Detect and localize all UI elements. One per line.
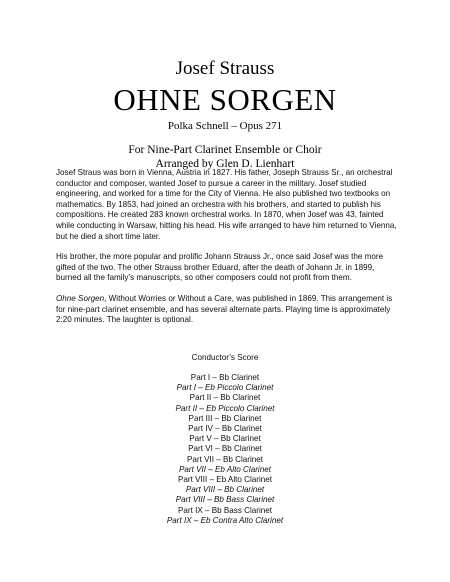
part-list-item: Part II – Bb Clarinet — [189, 393, 261, 403]
notes-paragraph-3 — [56, 294, 401, 326]
notes-paragraph-1: Josef Straus was born in Vienna, Austria in 1827. His father, Joseph Strauss Sr., an orchestral conductor and composer, wanted Josef to pursue a career in the military. Josef studied engineering, and worked for a time for the City of Vienna. He also published two textbooks on mathematics. By 1853, had joined an orchestra with his brothers, and started to publish his compositions. He created 283 known orchestral works. In 1870, when Josef was 43, fainted while conducting in Warsaw, hitting his head. His wife arranged to have him returned to Vienna, but he died a short time later. — [56, 168, 397, 241]
conductors-score-heading: Conductor’s Score — [191, 353, 259, 362]
part-list-item: Part II – Eb Piccolo Clarinet — [175, 403, 275, 413]
part-list-item: Part I – Bb Clarinet — [190, 373, 260, 382]
program-notes — [56, 168, 401, 336]
instrumentation-line: For Nine-Part Clarinet Ensemble or Choir — [128, 144, 322, 156]
notes-paragraph-3-text: , Without Worries or Without a Care, was published in 1869. This arrangement is for nine-part clarinet ensemble, and has several alternate parts. Playing time is approximately 2:20 minutes. The laughter is optional. — [56, 293, 393, 325]
part-list-item: Part IX – Bb Bass Clarinet — [177, 505, 273, 515]
part-list-item: Part VII – Eb Alto Clarinet — [179, 464, 271, 474]
piece-subtitle: Polka Schnell – Opus 271 — [167, 120, 283, 132]
composer-name: Josef Strauss — [175, 58, 275, 79]
notes-paragraph-2: His brother, the more popular and prolific Johann Strauss Jr., once said Josef was the more gifted of the two. The other Strauss brother Eduard, after the death of Johann Jr. in 1899, burned all the family’s manuscripts, so other composers could not profit from them. — [56, 252, 384, 283]
part-list-item: Part VII – Bb Clarinet — [186, 454, 264, 464]
piece-title-italic: Ohne Sorgen — [56, 293, 105, 303]
part-list-item: Part VIII – Bb Clarinet — [185, 485, 265, 495]
part-list-item: Part VIII – Bb Bass Clarinet — [175, 495, 275, 505]
part-list-item: Part I – Eb Piccolo Clarinet — [176, 383, 274, 393]
part-list-item: Part VI – Bb Clarinet — [188, 444, 262, 454]
part-list-item: Part IV – Bb Clarinet — [188, 424, 262, 434]
part-list-item: Part V – Bb Clarinet — [189, 434, 261, 444]
piece-title: OHNE SORGEN — [113, 82, 337, 117]
instrumentation-block — [0, 143, 450, 171]
part-list-item: Part IX – Eb Contra Alto Clarinet — [166, 515, 284, 525]
part-list-item: Part VIII – Eb Alto Clarinet — [177, 475, 273, 485]
arranger-line: Arranged by Glen D. Lienhart — [155, 158, 295, 170]
part-list-item: Part III – Bb Clarinet — [188, 413, 262, 423]
parts-list — [0, 373, 450, 526]
